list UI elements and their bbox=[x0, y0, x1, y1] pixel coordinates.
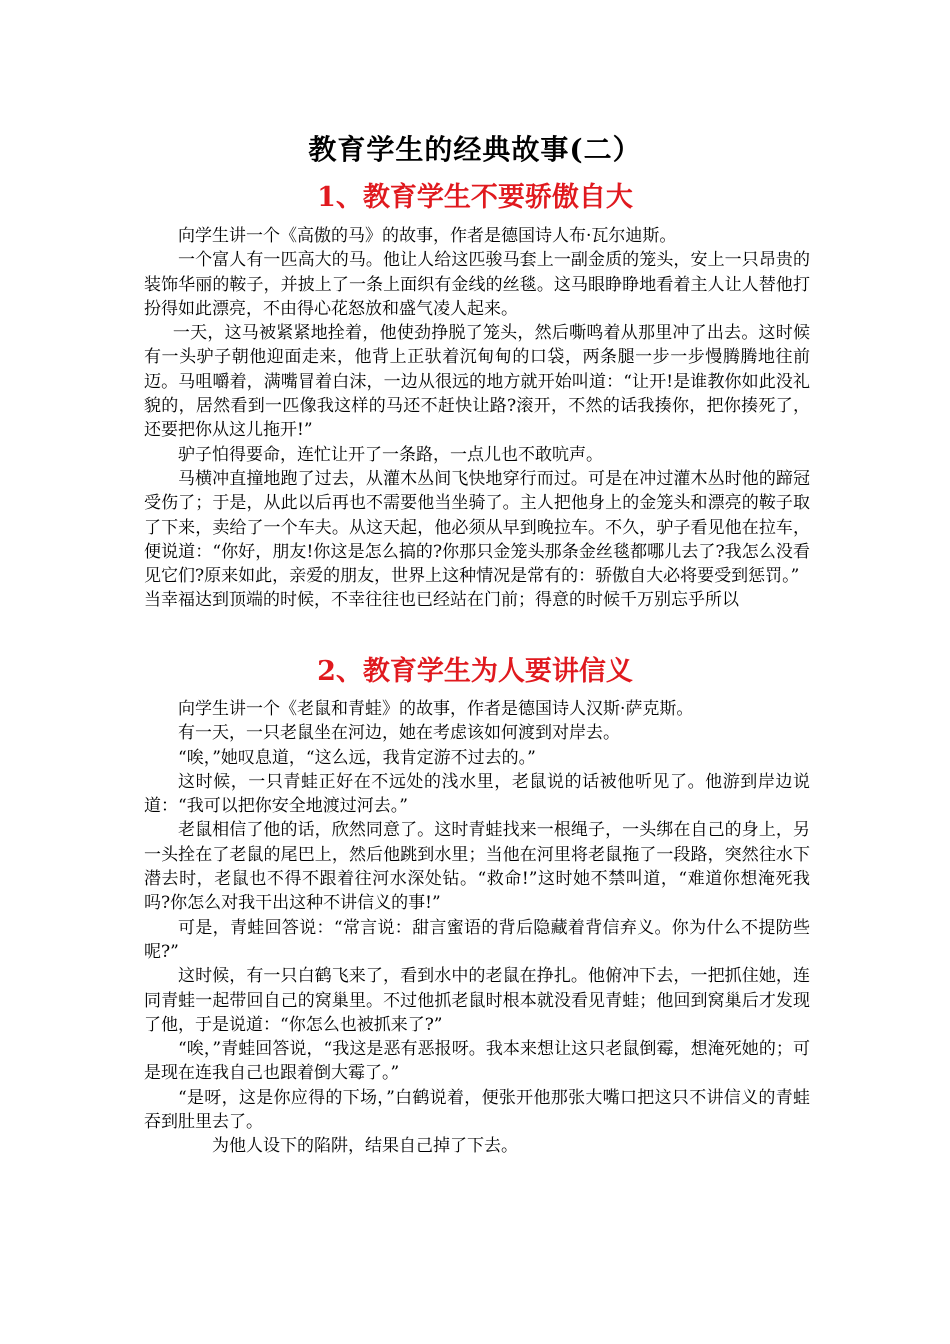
paragraph: 老鼠相信了他的话，欣然同意了。这时青蛙找来一根绳子，一头绑在自己的身上，另一头拴在了老鼠的尾巴上，然后他跳到水里；当他在河里将老鼠拖了一段路，突然往水下潜去时，老鼠也不得不跟着往河水深处钻。“救命!”这时她不禁叫道，“难道你想淹死我吗?你怎么对我干出这种不讲信义的事!” bbox=[144, 820, 810, 914]
section-heading-2: 2、教育学生为人要讲信义 bbox=[317, 656, 633, 687]
moral-paragraph: 当幸福达到顶端的时候，不幸往往也已经站在门前；得意的时候千万别忘乎所以 bbox=[144, 590, 739, 611]
paragraph: 这时候，一只青蛙正好在不远处的浅水里，老鼠说的话被他听见了。他游到岸边说道：“我可以把你安全地渡过河去。” bbox=[144, 771, 810, 817]
document-title: 教育学生的经典故事(二） bbox=[308, 133, 642, 166]
paragraph: 驴子怕得要命，连忙让开了一条路，一点儿也不敢吭声。 bbox=[178, 444, 603, 465]
paragraph: 马横冲直撞地跑了过去，从灌木丛间飞快地穿行而过。可是在冲过灌木丛时他的蹄冠受伤了；于是，从此以后再也不需要他当坐骑了。主人把他身上的金笼头和漂亮的鞍子取了下来，卖给了一个车夫。从这天起，他必须从早到晚拉车。不久，驴子看见他在拉车，便说道：“你好，朋友!你这是怎么搞的?你那只金笼头那条金丝毯都哪儿去了?我怎么没看见它们?原来如此，亲爱的朋友，世界上这种情况是常有的：骄傲自大必将要受到惩罚。” bbox=[144, 468, 810, 587]
section-heading-1: 1、教育学生不要骄傲自大 bbox=[317, 182, 633, 213]
paragraph: 这时候，有一只白鹤飞来了，看到水中的老鼠在挣扎。他俯冲下去，一把抓住她，连同青蛙一起带回自己的窝巢里。不过他抓老鼠时根本就没看见青蛙；他回到窝巢后才发现了他，于是说道：“你怎么也被抓来了?” bbox=[144, 966, 810, 1035]
moral-paragraph: 为他人设下的陷阱，结果自己掉了下去。 bbox=[212, 1136, 518, 1157]
paragraph: 有一天，一只老鼠坐在河边，她在考虑该如何渡到对岸去。 bbox=[178, 723, 620, 744]
paragraph: 一天，这马被紧紧地拴着，他使劲挣脱了笼头，然后嘶鸣着从那里冲了出去。这时候有一头驴子朝他迎面走来，他背上正驮着沉甸甸的口袋，两条腿一步一步慢腾腾地往前迈。马咀嚼着，满嘴冒着白沫，一边从很远的地方就开始叫道：“让开!是谁教你如此没礼貌的，居然看到一匹像我这样的马还不赶快让路?滚开，不然的话我揍你，把你揍死了，还要把你从这儿拖开!” bbox=[144, 323, 810, 441]
paragraph: 向学生讲一个《高傲的马》的故事，作者是德国诗人布·瓦尔迪斯。 bbox=[178, 226, 677, 246]
paragraph: “是呀，这是你应得的下场，”白鹤说着，便张开他那张大嘴口把这只不讲信义的青蛙吞到肚里去了。 bbox=[144, 1087, 810, 1133]
paragraph: 一个富人有一匹高大的马。他让人给这匹骏马套上一副金质的笼头，安上一只昂贵的装饰华丽的鞍子，并披上了一条上面织有金线的丝毯。这马眼睁睁地看着主人让人替他打扮得如此漂亮，不由得心花怒放和盛气凌人起来。 bbox=[144, 250, 810, 319]
paragraph: 可是，青蛙回答说：“常言说：甜言蜜语的背后隐藏着背信弃义。你为什么不提防些呢?” bbox=[144, 917, 810, 962]
section-body-1 bbox=[144, 224, 810, 613]
paragraph: “唉，”她叹息道，“这么远，我肯定游不过去的。” bbox=[178, 747, 536, 768]
paragraph: 向学生讲一个《老鼠和青蛙》的故事，作者是德国诗人汉斯·萨克斯。 bbox=[178, 699, 694, 719]
section-body-2 bbox=[144, 697, 810, 1159]
paragraph: “唉，”青蛙回答说，“我这是恶有恶报呀。我本来想让这只老鼠倒霉，想淹死她的；可是现在连我自己也跟着倒大霉了。” bbox=[144, 1039, 810, 1084]
